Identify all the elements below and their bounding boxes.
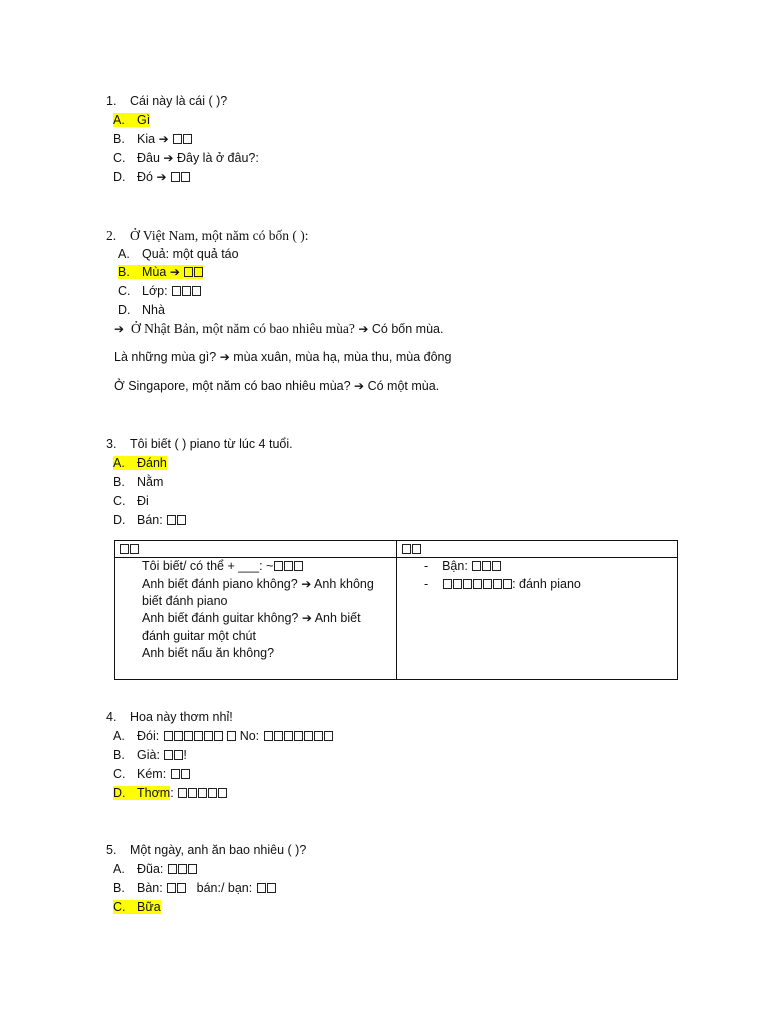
q5-option-a: A. Đũa: <box>113 862 197 877</box>
arrow-icon: ➔ <box>358 322 369 336</box>
glyph-box-icon <box>184 267 193 277</box>
table-header-right-label <box>401 542 421 557</box>
glyph-box-icon <box>257 883 266 893</box>
glyph-box-icon <box>483 579 492 589</box>
glyph-box-icon <box>204 731 213 741</box>
table-left-line5: đánh guitar một chút <box>142 629 256 643</box>
glyph-box-icon <box>492 561 501 571</box>
q3-question: 3. Tôi biết ( ) piano từ lúc 4 tuổi. <box>106 437 293 451</box>
glyph-box-icon <box>198 788 207 798</box>
q2-seasons: Là những mùa gì? ➔ mùa xuân, mùa hạ, mùa thu, mùa đông <box>114 350 452 364</box>
glyph-box-icon <box>453 579 462 589</box>
glyph-box-icon <box>194 267 203 277</box>
glyph-box-icon <box>218 788 227 798</box>
table-left-line1: Tôi biết/ có thể + ___: ~ <box>142 558 303 575</box>
glyph-box-icon <box>503 579 512 589</box>
glyph-box-icon <box>120 544 129 554</box>
q2-question: 2. Ở Việt Nam, một năm có bốn ( ): <box>106 228 309 243</box>
glyph-box-icon <box>472 561 481 571</box>
q1-option-b: B. Kia ➔ <box>113 132 192 147</box>
q4-question: 4. Hoa này thơm nhỉ! <box>106 710 233 724</box>
glyph-box-icon <box>493 579 502 589</box>
q5-option-c: C. Bữa <box>113 900 161 914</box>
glyph-box-icon <box>164 750 173 760</box>
glyph-box-icon <box>482 561 491 571</box>
arrow-icon: ➔ <box>219 350 230 364</box>
glyph-box-icon <box>130 544 139 554</box>
glyph-box-icon <box>294 561 303 571</box>
q5-option-b: B. Bàn: bán:/ bạn: <box>113 881 276 896</box>
glyph-box-icon <box>181 769 190 779</box>
table-header-right <box>397 541 678 558</box>
q2-singapore: Ở Singapore, một năm có bao nhiêu mùa? ➔ Có một mùa. <box>114 379 440 393</box>
glyph-box-icon <box>178 864 187 874</box>
glyph-box-icon <box>177 883 186 893</box>
table-right-line2: - : đánh piano <box>424 577 581 591</box>
glyph-box-icon <box>171 172 180 182</box>
glyph-box-icon <box>473 579 482 589</box>
arrow-icon: ➔ <box>156 170 167 184</box>
q1-option-d: D. Đó ➔ <box>113 170 190 185</box>
q4-option-a: A. Đói: No: <box>113 729 333 744</box>
q1-option-c: C. Đâu ➔ Đây là ở đâu?: <box>113 151 259 165</box>
q2-option-c: C. Lớp: <box>118 284 201 299</box>
arrow-icon: ➔ <box>114 322 125 336</box>
glyph-box-icon <box>284 561 293 571</box>
glyph-box-icon <box>267 883 276 893</box>
arrow-icon: ➔ <box>163 151 174 165</box>
glyph-box-icon <box>171 769 180 779</box>
q3-option-b: B. Nằm <box>113 475 164 489</box>
table-left-line2: Anh biết đánh piano không? ➔ Anh không <box>142 577 374 591</box>
glyph-box-icon <box>188 864 197 874</box>
glyph-box-icon <box>177 515 186 525</box>
q4-option-d: D. Thơm: <box>113 786 227 801</box>
glyph-box-icon <box>227 731 236 741</box>
glyph-box-icon <box>167 883 176 893</box>
glyph-box-icon <box>402 544 411 554</box>
glyph-box-icon <box>178 788 187 798</box>
glyph-box-icon <box>284 731 293 741</box>
q1-option-a: A. Gì <box>113 113 151 127</box>
glyph-box-icon <box>443 579 452 589</box>
glyph-box-icon <box>184 731 193 741</box>
glyph-box-icon <box>324 731 333 741</box>
glyph-box-icon <box>274 731 283 741</box>
table-header-left-label <box>119 542 139 557</box>
table-left-line6: Anh biết nấu ăn không? <box>142 646 275 660</box>
glyph-box-icon <box>314 731 323 741</box>
glyph-box-icon <box>214 731 223 741</box>
table-left-line4: Anh biết đánh guitar không? ➔ Anh biết <box>142 611 361 625</box>
q3-option-d: D. Bán: <box>113 513 186 528</box>
arrow-icon: ➔ <box>301 611 312 625</box>
glyph-box-icon <box>173 134 182 144</box>
glyph-box-icon <box>181 172 190 182</box>
glyph-box-icon <box>192 286 201 296</box>
table-right-line1: - Bận: <box>424 558 501 575</box>
glyph-box-icon <box>188 788 197 798</box>
glyph-box-icon <box>172 286 181 296</box>
arrow-icon: ➔ <box>158 132 169 146</box>
q1-question: 1. Cái này là cái ( )? <box>106 94 228 108</box>
glyph-box-icon <box>174 731 183 741</box>
glyph-box-icon <box>183 134 192 144</box>
arrow-icon: ➔ <box>169 265 180 279</box>
q4-option-b: B. Già: ! <box>113 748 187 762</box>
glyph-box-icon <box>194 731 203 741</box>
q3-option-c: C. Đi <box>113 494 149 508</box>
q2-option-a: A. Quả: một quả táo <box>118 247 239 261</box>
glyph-box-icon <box>304 731 313 741</box>
q3-option-a: A. Đánh <box>113 456 167 470</box>
glyph-box-icon <box>164 731 173 741</box>
glyph-box-icon <box>274 561 283 571</box>
glyph-box-icon <box>264 731 273 741</box>
q5-question: 5. Một ngày, anh ăn bao nhiêu ( )? <box>106 843 307 857</box>
glyph-box-icon <box>294 731 303 741</box>
glyph-box-icon <box>167 515 176 525</box>
glyph-box-icon <box>168 864 177 874</box>
glyph-box-icon <box>412 544 421 554</box>
glyph-box-icon <box>463 579 472 589</box>
q2-option-d: D. Nhà <box>118 303 165 317</box>
table-header-left <box>115 541 397 558</box>
q4-option-c: C. Kém: <box>113 767 190 782</box>
q2-note: ➔ Ở Nhật Bản, một năm có bao nhiêu mùa? ➔ Có bốn mùa. <box>114 321 444 336</box>
arrow-icon: ➔ <box>301 577 312 591</box>
table-left-line3: biết đánh piano <box>142 594 228 608</box>
q2-option-b: B. Mùa ➔ <box>118 265 203 280</box>
arrow-icon: ➔ <box>354 379 365 393</box>
glyph-box-icon <box>182 286 191 296</box>
glyph-box-icon <box>208 788 217 798</box>
